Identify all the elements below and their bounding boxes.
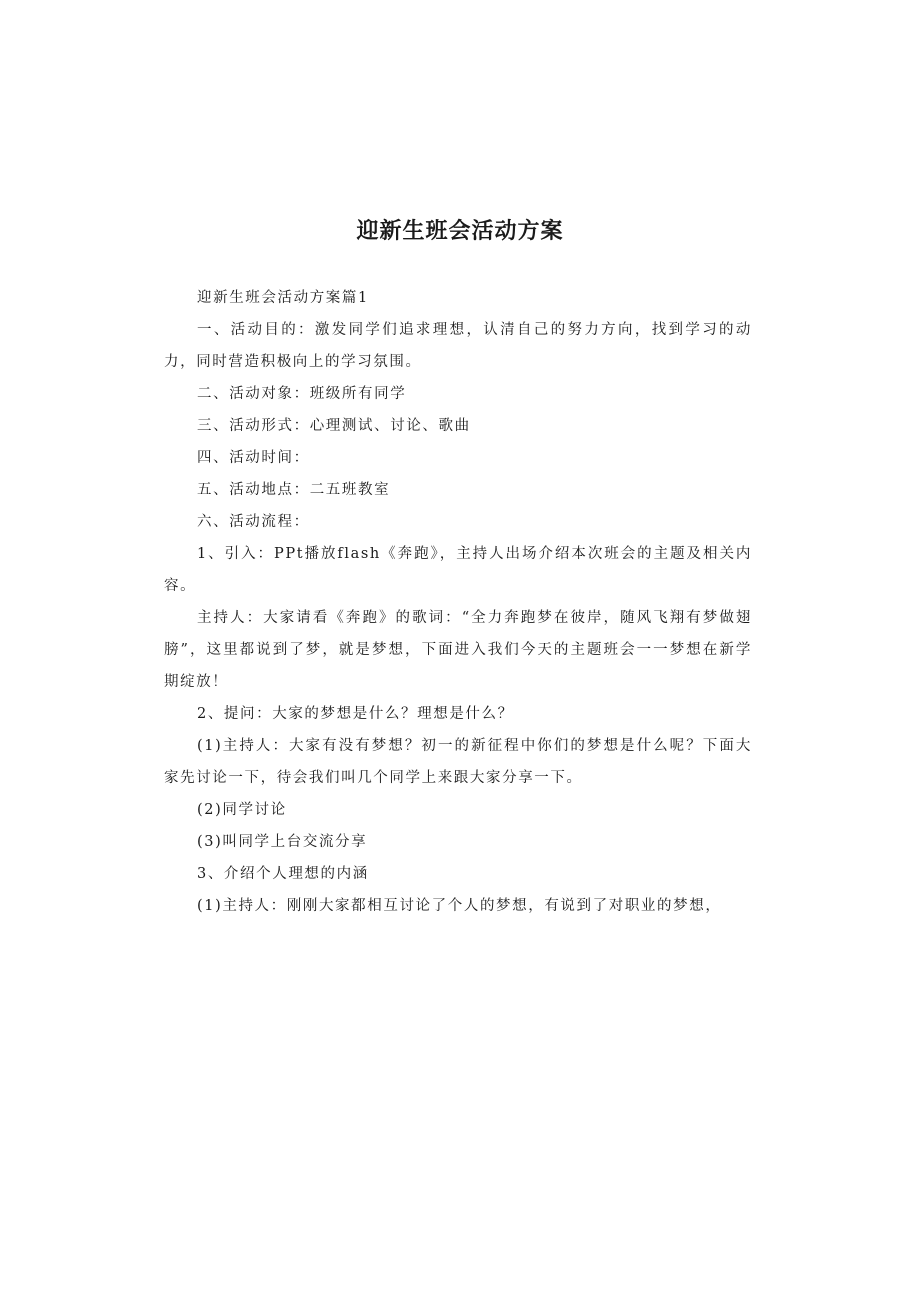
activity-target: 二、活动对象：班级所有同学: [197, 386, 407, 402]
section-heading: 迎新生班会活动方案篇1: [197, 290, 369, 306]
host-lyrics-paragraph: 主持人：大家请看《奔跑》的歌词：“全力奔跑梦在彼岸，随风飞翔有梦做翅膀”，这里都说到了梦，就是梦想，下面进入我们今天的主题班会一一梦想在新学期绽放！: [164, 610, 752, 690]
activity-process: 六、活动流程：: [197, 514, 310, 530]
document-title: 迎新生班会活动方案: [356, 219, 564, 244]
activity-form: 三、活动形式：心理测试、讨论、歌曲: [197, 418, 471, 434]
student-sharing: (3)叫同学上台交流分享: [197, 834, 368, 850]
process-step-question: 2、提问：大家的梦想是什么？理想是什么？: [197, 706, 514, 722]
host-question-paragraph: (1)主持人：大家有没有梦想？初一的新征程中你们的梦想是什么呢？下面大家先讨论一下，待会我们叫几个同学上来跟大家分享一下。: [164, 738, 752, 786]
process-step-ideals: 3、介绍个人理想的内涵: [197, 866, 369, 882]
process-step-intro: 1、引入：PPt播放flash《奔跑》，主持人出场介绍本次班会的主题及相关内容。: [164, 546, 752, 594]
activity-location: 五、活动地点：二五班教室: [197, 482, 391, 498]
student-discussion: (2)同学讨论: [197, 802, 287, 818]
activity-purpose: 一、活动目的：激发同学们追求理想，认清自己的努力方向，找到学习的动力，同时营造积极向上的学习氛围。: [164, 322, 752, 370]
host-ideals-paragraph: (1)主持人：刚刚大家都相互讨论了个人的梦想，有说到了对职业的梦想，: [197, 898, 722, 914]
document-body: [164, 282, 752, 922]
activity-time: 四、活动时间：: [197, 450, 310, 466]
